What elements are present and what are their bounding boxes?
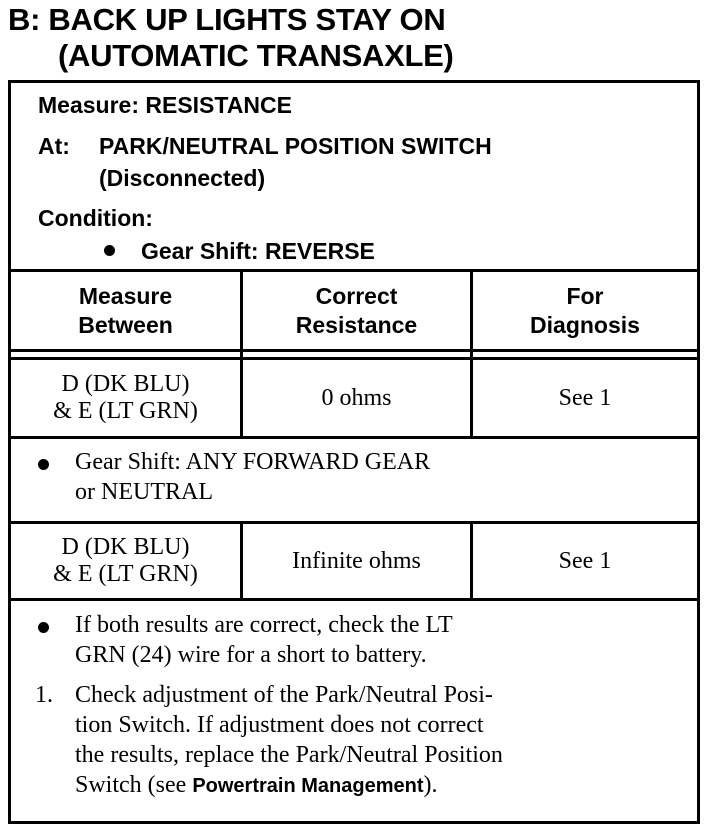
- diagnostic-table: [8, 80, 700, 824]
- powertrain-management-reference: Powertrain Management: [192, 775, 424, 797]
- divider: [11, 598, 697, 601]
- page-title: [8, 2, 454, 74]
- table-row-1-resistance: 0 ohms: [321, 384, 392, 411]
- condition-label: Condition:: [38, 205, 153, 231]
- divider-double-top: [11, 349, 697, 352]
- divider: [11, 436, 697, 439]
- column-header-measure-between: Measure Between: [78, 282, 173, 338]
- measurement-header: [11, 83, 697, 273]
- table-row-2-between: D (DK BLU) & E (LT GRN): [53, 534, 198, 587]
- table-row-2-resistance: Infinite ohms: [292, 547, 421, 574]
- condition-item: Gear Shift: REVERSE: [141, 238, 375, 264]
- title-line-1: B: BACK UP LIGHTS STAY ON: [8, 2, 446, 37]
- condition-2-text: Gear Shift: ANY FORWARD GEAR or NEUTRAL: [75, 449, 431, 505]
- at-value: PARK/NEUTRAL POSITION SWITCH: [99, 133, 492, 159]
- bullet-icon: [104, 245, 115, 256]
- column-header-for-diagnosis: For Diagnosis: [530, 282, 640, 338]
- column-header-correct-resistance: Correct Resistance: [295, 282, 418, 338]
- at-note: (Disconnected): [99, 165, 266, 191]
- table-row-1-diagnosis: See 1: [558, 384, 612, 411]
- note-1-text: Check adjustment of the Park/Neutral Posi- tion Switch. If adjustment does not correct the results, replace the Park/Neutral Position Switch (see Powertrain Management).: [75, 682, 503, 798]
- note-bullet-text: If both results are correct, check the LT GRN (24) wire for a short to battery.: [75, 612, 453, 668]
- bullet-icon: [38, 622, 49, 633]
- measure-label: Measure: RESISTANCE: [38, 92, 292, 118]
- at-label: At:: [38, 133, 70, 159]
- bullet-icon: [38, 459, 49, 470]
- title-line-2: (AUTOMATIC TRANSAXLE): [58, 38, 454, 73]
- table-row-1-between: D (DK BLU) & E (LT GRN): [53, 371, 198, 424]
- table-row-2-diagnosis: See 1: [558, 547, 612, 574]
- note-number: 1.: [35, 682, 53, 708]
